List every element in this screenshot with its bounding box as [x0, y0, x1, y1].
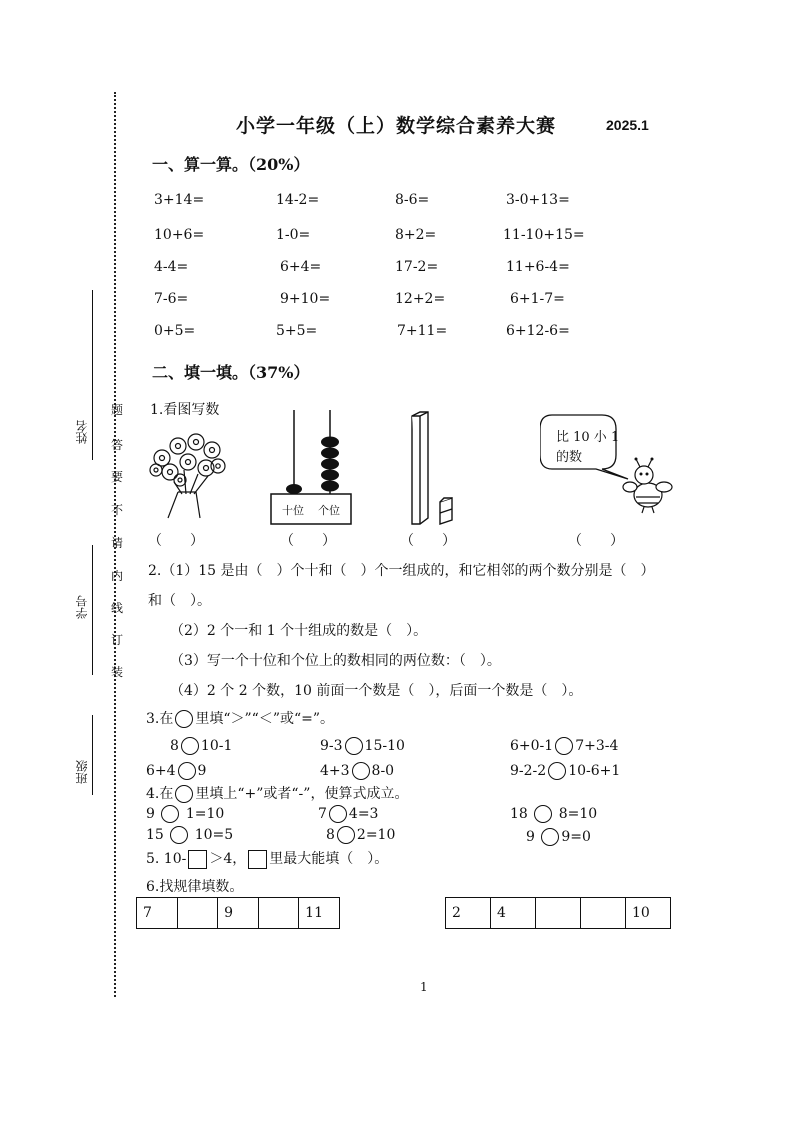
- problem: 3+14=: [154, 192, 205, 208]
- abacus-image: [268, 408, 354, 526]
- student-id-underline: [92, 545, 93, 675]
- q2-line1: 2.（1）15 是由（ ）个十和（ ）个一组成的，和它相邻的两个数分别是（ ）: [148, 563, 655, 579]
- compare-item: 9-3 15-10: [320, 738, 405, 754]
- answer-circle[interactable]: [534, 805, 552, 823]
- problem: 9+10=: [280, 291, 331, 307]
- problem: 11-10+15=: [503, 227, 585, 243]
- answer-circle[interactable]: [555, 737, 573, 755]
- problem: 6+1-7=: [510, 291, 565, 307]
- compare-item: 8 10-1: [170, 738, 233, 754]
- problem: 3-0+13=: [506, 192, 570, 208]
- name-underline: [92, 290, 93, 460]
- answer-circle[interactable]: [345, 737, 363, 755]
- student-id-label: 学号: [75, 595, 89, 619]
- problem: 6+12-6=: [506, 323, 570, 339]
- q5-line: 5. 10- ＞4， 里最大能填（ ）。: [146, 851, 389, 867]
- q2-line2: （2）2 个一和 1 个十组成的数是（ ）。: [170, 623, 428, 639]
- problem: 6+4=: [280, 259, 322, 275]
- answer-circle[interactable]: [161, 805, 179, 823]
- class-label: 班级: [75, 760, 89, 784]
- answer-blank[interactable]: （ ）: [148, 533, 204, 549]
- sequence-cell[interactable]: [536, 898, 581, 929]
- square-icon: [248, 850, 267, 869]
- problem: 4-4=: [154, 259, 189, 275]
- section2-heading: 二、填一填。（37%）: [152, 363, 310, 382]
- q4-label: 4.在 里填上“+”或者“-”，使算式成立。: [146, 786, 409, 802]
- answer-circle[interactable]: [541, 828, 559, 846]
- name-label: 姓名: [75, 420, 89, 444]
- compare-item: 9-2-2 10-6+1: [510, 763, 621, 779]
- problem: 1-0=: [276, 227, 311, 243]
- problem: 8-6=: [395, 192, 430, 208]
- circle-icon: [175, 785, 193, 803]
- tens-rod-and-cubes-image: [408, 410, 458, 528]
- q2-line3: （3）写一个十位和个位上的数相同的两位数：（ ）。: [170, 653, 501, 669]
- compare-item: 4+3 8-0: [320, 763, 395, 779]
- abacus-ones-label: 个位: [318, 504, 340, 517]
- page-number: 1: [420, 980, 428, 994]
- q1-label: 1.看图写数: [150, 402, 220, 418]
- answer-blank[interactable]: （ ）: [568, 533, 624, 549]
- problem: 7+11=: [397, 323, 448, 339]
- section1-heading: 一、算一算。（20%）: [152, 155, 310, 174]
- abacus-tens-label: 十位: [282, 504, 304, 517]
- problem: 11+6-4=: [506, 259, 570, 275]
- answer-box[interactable]: [188, 850, 207, 869]
- operator-item: 18 8=10: [510, 806, 598, 822]
- operator-item: 15 10=5: [146, 827, 234, 843]
- q3-label: 3.在 里填“＞”“＜”或“=”。: [146, 711, 335, 727]
- q2-line4: （4）2 个 2 个数，10 前面一个数是（ ），后面一个数是（ ）。: [170, 683, 583, 699]
- q2-line1b: 和（ ）。: [148, 593, 211, 609]
- answer-blank[interactable]: （ ）: [280, 533, 336, 549]
- sequence-cell: 7: [137, 898, 178, 929]
- operator-item: 7 4=3: [318, 806, 379, 822]
- answer-circle[interactable]: [329, 805, 347, 823]
- problem: 0+5=: [154, 323, 196, 339]
- problem: 14-2=: [276, 192, 320, 208]
- sequence-cell: 11: [299, 898, 340, 929]
- flower-bouquet-image: [148, 428, 228, 520]
- sequence-cell[interactable]: [258, 898, 298, 929]
- problem: 8+2=: [395, 227, 437, 243]
- circle-icon: [175, 710, 193, 728]
- exam-date: 2025.1: [606, 117, 649, 133]
- sequence-table-1: [136, 897, 340, 929]
- sequence-cell: 9: [218, 898, 259, 929]
- compare-item: 6+4 9: [146, 763, 207, 779]
- sequence-cell[interactable]: [581, 898, 626, 929]
- q6-label: 6.找规律填数。: [146, 879, 244, 895]
- sequence-cell[interactable]: [177, 898, 217, 929]
- answer-blank[interactable]: （ ）: [400, 533, 456, 549]
- speech-bubble-line2: 的数: [556, 450, 583, 465]
- class-underline: [92, 715, 93, 795]
- sequence-cell: 2: [446, 898, 491, 929]
- answer-circle[interactable]: [170, 826, 188, 844]
- answer-circle[interactable]: [548, 762, 566, 780]
- sequence-cell: 4: [491, 898, 536, 929]
- operator-item: 9 1=10: [146, 806, 225, 822]
- operator-item: 9 9=0: [526, 829, 591, 845]
- answer-circle[interactable]: [337, 826, 355, 844]
- operator-item: 8 2=10: [326, 827, 396, 843]
- sequence-table-2: [445, 897, 671, 929]
- problem: 10+6=: [154, 227, 205, 243]
- compare-item: 6+0-1 7+3-4: [510, 738, 619, 754]
- speech-bubble-line1: 比 10 小 1: [556, 430, 620, 445]
- answer-circle[interactable]: [181, 737, 199, 755]
- page-title: 小学一年级（上）数学综合素养大赛: [236, 115, 557, 137]
- problem: 12+2=: [395, 291, 446, 307]
- sequence-cell: 10: [626, 898, 671, 929]
- answer-circle[interactable]: [352, 762, 370, 780]
- problem: 17-2=: [395, 259, 439, 275]
- problem: 7-6=: [154, 291, 189, 307]
- problem: 5+5=: [276, 323, 318, 339]
- answer-circle[interactable]: [178, 762, 196, 780]
